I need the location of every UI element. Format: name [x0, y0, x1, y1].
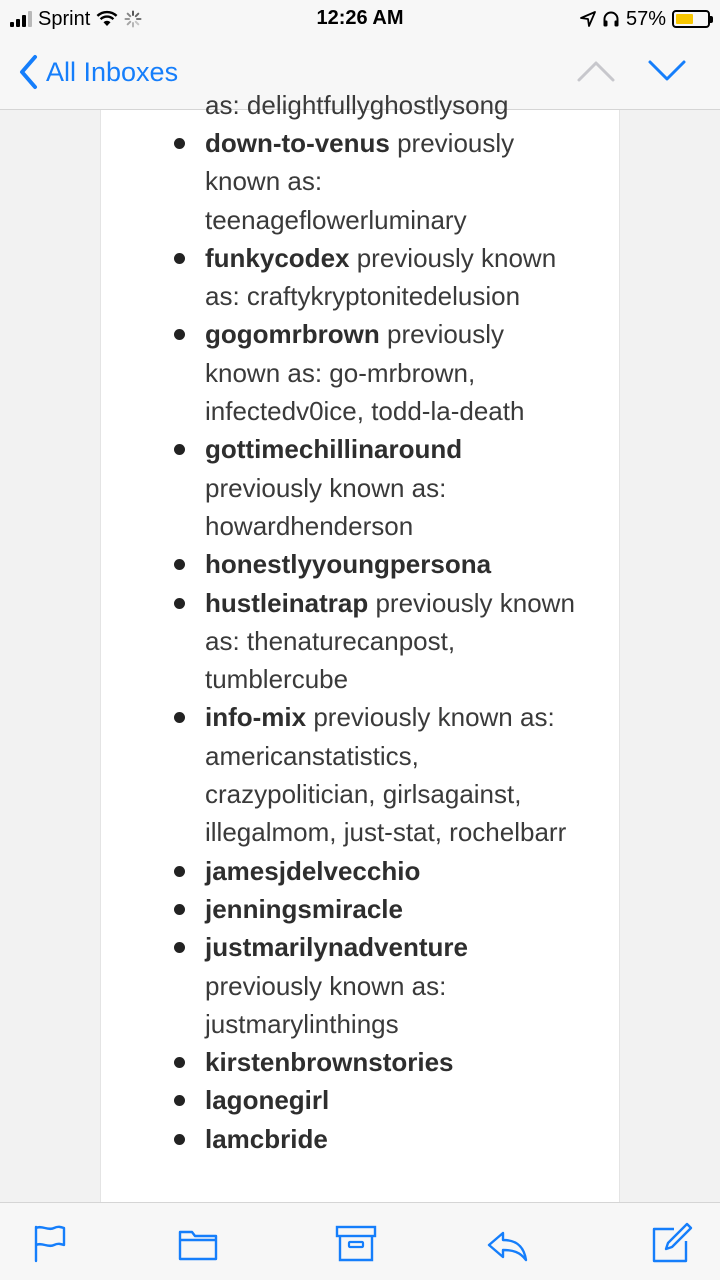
- account-name: honestlyyoungpersona: [205, 549, 492, 580]
- account-list-item: [101, 1120, 601, 1158]
- account-name: gottimechillinaround: [205, 434, 463, 465]
- account-list-item: [101, 1081, 601, 1119]
- account-name: justmarilynadventure: [205, 932, 468, 963]
- account-list-item: [101, 239, 601, 316]
- reply-icon[interactable]: [485, 1221, 529, 1265]
- account-previous-names: previously known as: craftykryptonitedelusion: [205, 242, 557, 312]
- account-name: info-mix: [205, 702, 307, 733]
- location-arrow-icon: [580, 11, 596, 27]
- account-previous-names: previously known as: go-mrbrown, infectedv0ice, todd-la-death: [205, 319, 525, 427]
- email-body: [100, 90, 620, 1202]
- account-list-item: [101, 698, 601, 851]
- chevron-left-icon: [18, 54, 38, 90]
- chevron-down-icon[interactable]: [647, 58, 687, 84]
- account-list-item: [101, 430, 601, 545]
- account-list-item: [101, 124, 601, 239]
- battery-icon: [672, 10, 710, 28]
- account-previous-names: previously known as: thenaturecanpost, tumblercube: [205, 587, 575, 695]
- account-list: [101, 124, 601, 1158]
- account-name: hustleinatrap: [205, 587, 369, 618]
- account-list-item: [101, 545, 601, 583]
- bottom-toolbar: [0, 1202, 720, 1280]
- battery-percent: 57%: [625, 7, 666, 30]
- account-name: down-to-venus: [205, 128, 390, 158]
- status-time: 12:26 AM: [316, 7, 404, 29]
- account-previous-names: previously known as: justmarylinthings: [205, 970, 447, 1039]
- carrier-name: Sprint: [38, 7, 91, 30]
- account-previous-names: previously known as: howardhenderson: [205, 472, 447, 541]
- account-name: kirstenbrownstories: [205, 1047, 454, 1078]
- back-button[interactable]: [18, 54, 178, 90]
- account-previous-names: previously known as: americanstatistics, crazypolitician, girlsagainst, illegalmom, just-stat, rochelbarr: [205, 702, 567, 848]
- account-list-item: [101, 890, 601, 928]
- battery-fill: [676, 14, 693, 24]
- account-name: lamcbride: [205, 1123, 328, 1154]
- account-name: jamesjdelvecchio: [205, 855, 421, 886]
- account-name: jenningsmiracle: [205, 893, 403, 924]
- compose-icon[interactable]: [650, 1221, 694, 1265]
- account-name: gogomrbrown: [205, 319, 380, 350]
- account-name: funkycodex: [205, 242, 350, 273]
- flag-icon[interactable]: [28, 1221, 72, 1265]
- back-button-label: All Inboxes: [46, 56, 179, 87]
- account-list-item: [101, 584, 601, 699]
- account-list-item: [101, 315, 601, 430]
- account-list-item: [101, 852, 601, 890]
- account-list-item: [101, 1043, 601, 1081]
- status-right: [580, 6, 710, 32]
- account-name: lagonegirl: [205, 1085, 330, 1116]
- archive-icon[interactable]: [334, 1221, 378, 1265]
- status-bar: [0, 0, 720, 40]
- cut-off-text-line: as: delightfullyghostlysong: [205, 90, 509, 120]
- email-content-area[interactable]: [0, 90, 720, 1202]
- folder-icon[interactable]: [176, 1221, 220, 1265]
- headphones-icon: [602, 10, 620, 28]
- chevron-up-icon[interactable]: [576, 58, 616, 84]
- account-list-item: [101, 928, 601, 1043]
- account-previous-names: previously known as: teenageflowerluminary: [205, 128, 515, 235]
